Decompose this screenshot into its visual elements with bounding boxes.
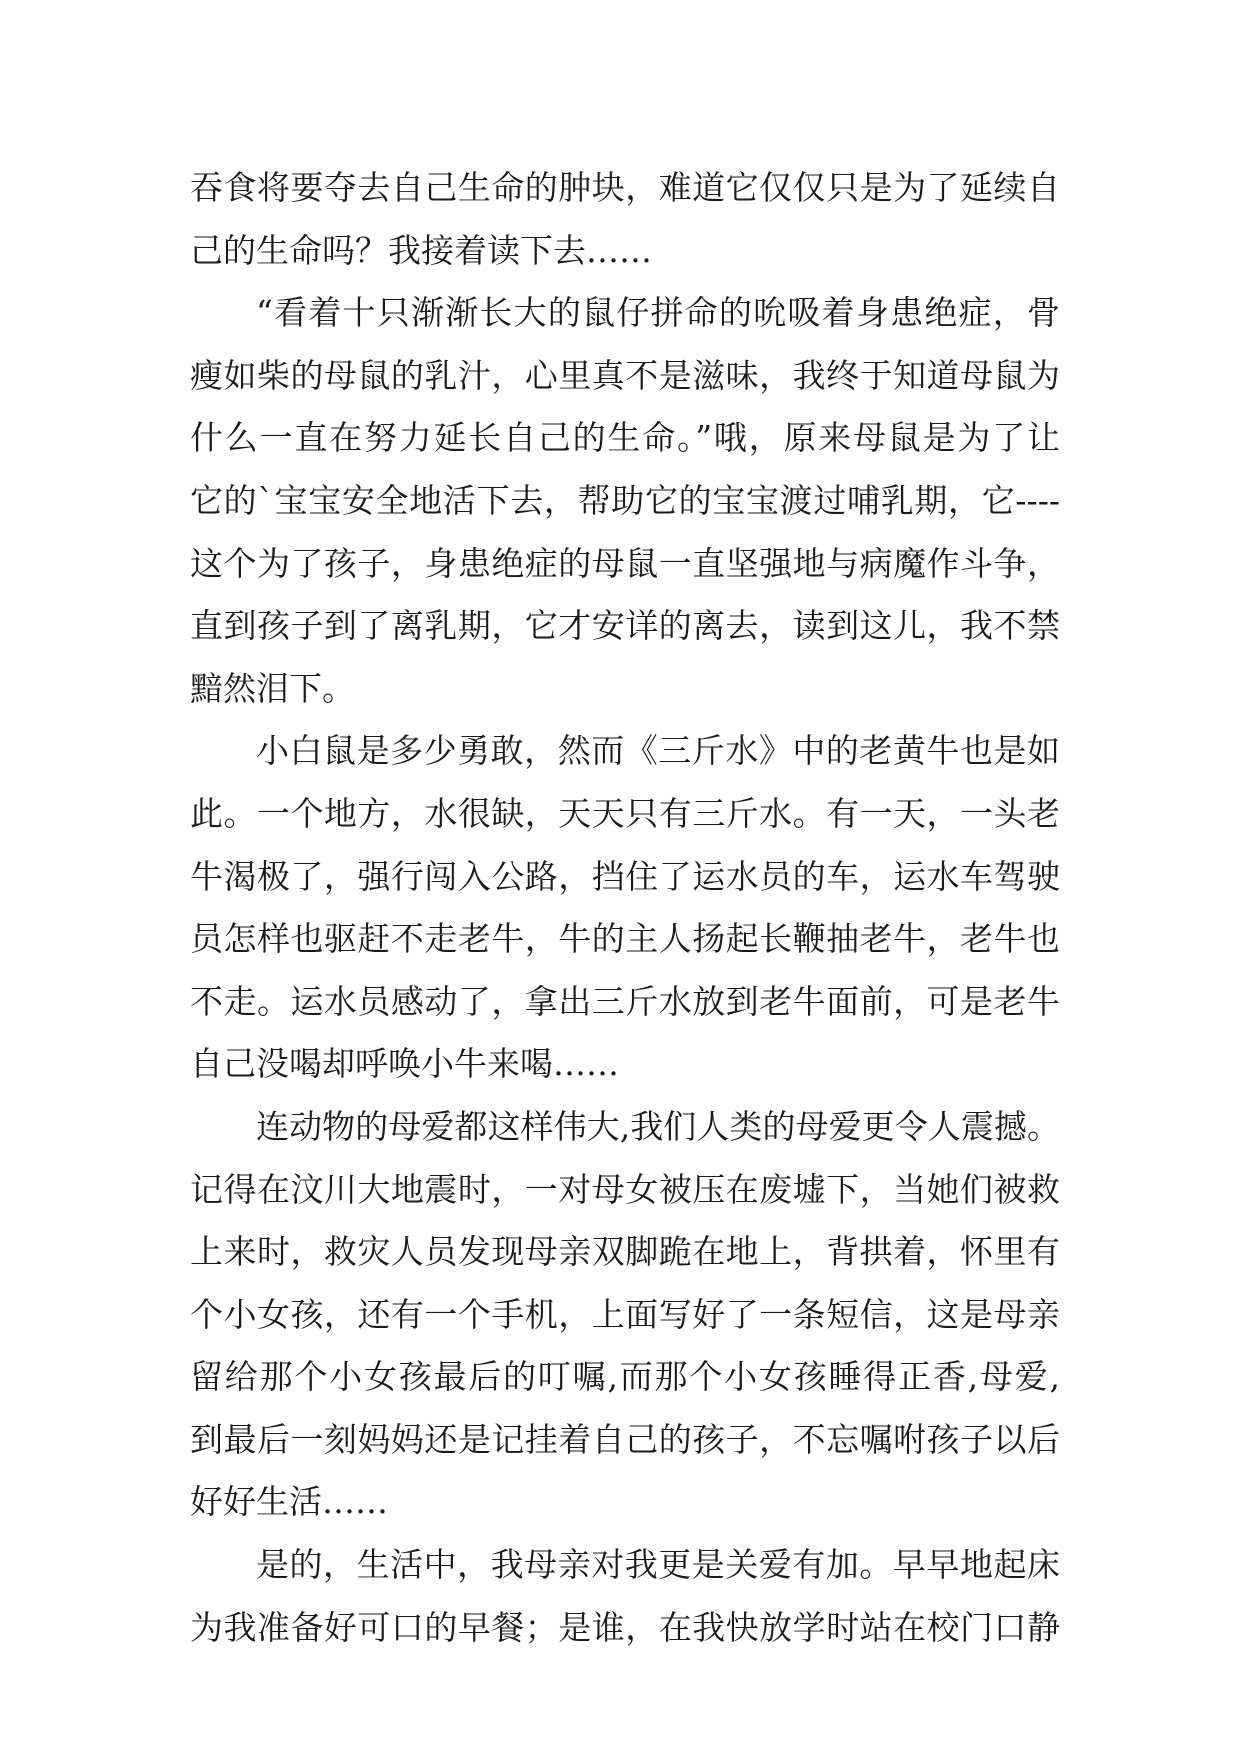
paragraph <box>190 1534 1060 1659</box>
text-line: 黯然泪下。 <box>190 668 355 708</box>
text-line: 好好生活…… <box>190 1482 388 1522</box>
text-line: 吞食将要夺去自己生命的肿块，难道它仅仅只是为了延续自 <box>190 168 1060 207</box>
text-line: 这个为了孩子，身患绝症的母鼠一直坚强地与病魔作斗争， <box>190 543 1060 583</box>
text-line: 什么一直在努力延长自己的生命。”哦，原来母鼠是为了让 <box>190 418 1060 458</box>
text-line: “看着十只渐渐长大的鼠仔拼命的吮吸着身患绝症，骨 <box>256 293 1060 333</box>
text-line: 是的，生活中，我母亲对我更是关爱有加。早早地起床 <box>256 1545 1060 1585</box>
paragraph <box>190 282 1060 720</box>
text-line: 连动物的母爱都这样伟大,我们人类的母爱更令人震撼。 <box>256 1106 1060 1146</box>
text-line: 它的`宝宝安全地活下去，帮助它的宝宝渡过哺乳期，它---- <box>190 480 1060 520</box>
text-line: 自己没喝却呼唤小牛来喝…… <box>190 1044 619 1084</box>
text-line: 瘦如柴的母鼠的乳汁，心里真不是滋味，我终于知道母鼠为 <box>190 355 1060 395</box>
paragraph <box>190 157 1060 282</box>
text-line: 直到孩子到了离乳期，它才安详的离去，读到这儿，我不禁 <box>190 606 1060 646</box>
body-text <box>190 157 1060 1659</box>
text-line: 上来时，救灾人员发现母亲双脚跪在地上，背拱着，怀里有 <box>190 1232 1060 1272</box>
paragraph <box>190 1096 1060 1534</box>
text-line: 记得在汶川大地震时，一对母女被压在废墟下，当她们被救 <box>190 1169 1060 1209</box>
text-line: 为我准备好可口的早餐；是谁，在我快放学时站在校门口静 <box>190 1607 1060 1647</box>
text-line: 到最后一刻妈妈还是记挂着自己的孩子，不忘嘱咐孩子以后 <box>190 1419 1060 1459</box>
text-line: 不走。运水员感动了，拿出三斤水放到老牛面前，可是老牛 <box>190 981 1060 1021</box>
paragraph <box>190 720 1060 1096</box>
text-line: 牛渴极了，强行闯入公路，挡住了运水员的车，运水车驾驶 <box>190 856 1060 896</box>
text-line: 此。一个地方，水很缺，天天只有三斤水。有一天，一头老 <box>190 793 1060 833</box>
text-line: 己的生命吗？我接着读下去…… <box>190 230 652 270</box>
text-line: 个小女孩，还有一个手机，上面写好了一条短信，这是母亲 <box>190 1294 1060 1334</box>
text-line: 小白鼠是多少勇敢，然而《三斤水》中的老黄牛也是如 <box>256 731 1060 771</box>
text-line: 留给那个小女孩最后的叮嘱,而那个小女孩睡得正香,母爱, <box>190 1357 1060 1397</box>
text-line: 员怎样也驱赶不走老牛，牛的主人扬起长鞭抽老牛，老牛也 <box>190 919 1060 959</box>
